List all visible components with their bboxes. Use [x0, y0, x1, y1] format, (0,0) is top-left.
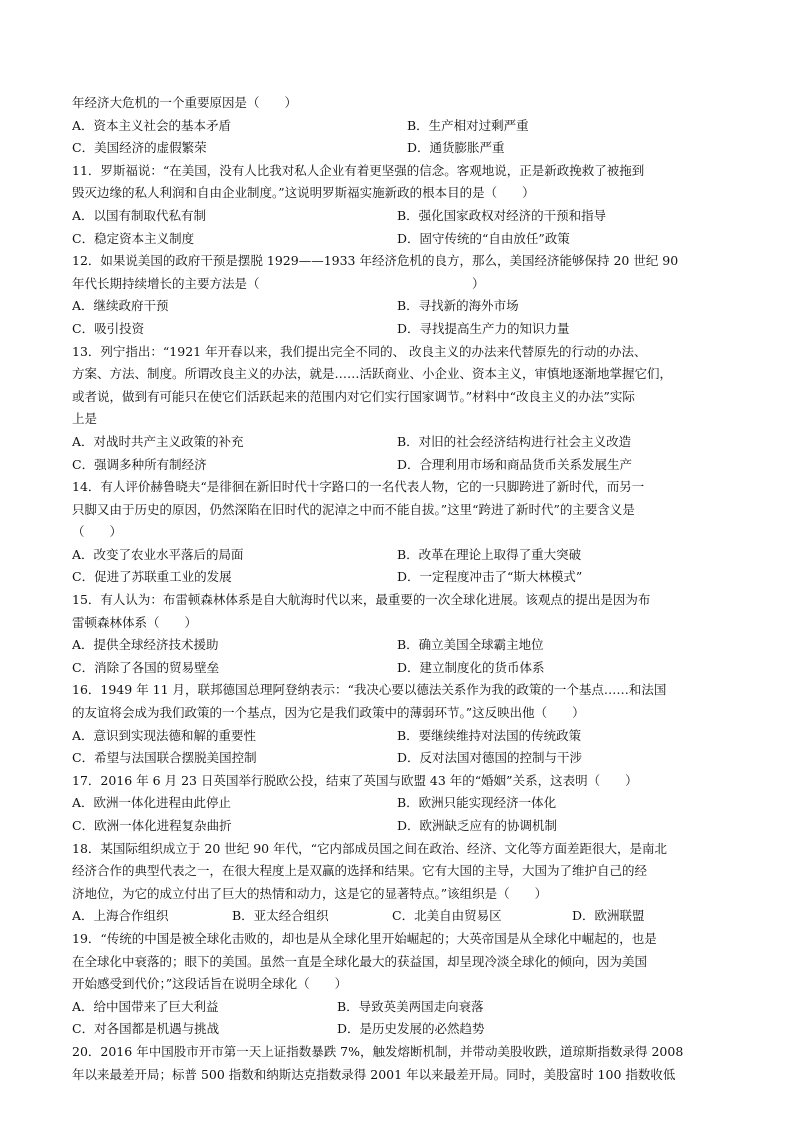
q10-option-b[interactable]: B．生产相对过剩严重	[407, 117, 529, 133]
q15-option-b[interactable]: B．确立美国全球霸主地位	[397, 637, 544, 653]
q19-options-row2	[72, 1018, 732, 1041]
q11-stem-line2: 毁灭边缘的私人利润和自由企业制度。”这说明罗斯福实施新政的根本目的是（ ）	[72, 185, 535, 201]
q19-option-b[interactable]: B．导致英美两国走向衰落	[337, 998, 484, 1014]
q13-option-d[interactable]: D．合理利用市场和商品货币关系发展生产	[397, 456, 633, 472]
q16-option-c[interactable]: C．希望与法国联合摆脱美国控制	[72, 750, 257, 766]
q13-stem-line1: 13．列宁指出：“1921 年开春以来，我们提出完全不同的、 改良主义的办法来代替原先的行动的办法、	[72, 343, 647, 359]
q19-option-a[interactable]: A．给中国带来了巨大利益	[72, 998, 219, 1014]
q18-options	[72, 905, 732, 928]
q12-options-row2	[72, 318, 732, 341]
q12-options	[72, 295, 732, 318]
q11-stem-line1: 11．罗斯福说：“在美国，没有人比我对私人企业有着更坚强的信念。客观地说，正是新政挽救了被拖到	[72, 162, 645, 178]
q16-options	[72, 725, 732, 748]
q14-stem-line3: （ ）	[72, 524, 123, 540]
q14-stem-line1: 14．有人评价赫鲁晓夫“是徘徊在新旧时代十字路口的一名代表人物，它的一只脚跨进了新时代，而另一	[72, 479, 645, 495]
q15-stem-line2: 雷顿森林体系（ ）	[72, 614, 198, 630]
q14-option-d[interactable]: D．一定程度冲击了“斯大林模式”	[397, 569, 583, 585]
q16-options-row2	[72, 747, 732, 770]
q19-options	[72, 996, 732, 1019]
q10-option-d[interactable]: D．通货膨胀严重	[407, 140, 505, 156]
q20-stem-line1: 20．2016 年中国股市开市第一天上证指数暴跌 7%，触发熔断机制，并带动美股收跌，道琼斯指数录得 2008	[72, 1043, 684, 1059]
q16-option-a[interactable]: A．意识到实现法德和解的重要性	[72, 727, 257, 743]
q16-option-b[interactable]: B．要继续维持对法国的传统政策	[397, 727, 582, 743]
q10-stem: 年经济大危机的一个重要原因是（ ）	[72, 95, 298, 110]
q10-option-c[interactable]: C．美国经济的虚假繁荣	[72, 140, 207, 156]
q11-option-a[interactable]: A．以国有制取代私有制	[72, 207, 207, 223]
q14-option-c[interactable]: C．促进了苏联重工业的发展	[72, 569, 232, 585]
q18-option-b[interactable]: B．亚太经合组织	[232, 908, 329, 924]
q14-options-row2	[72, 566, 732, 589]
q19-stem-line2: 在全球化中衰落的；眼下的美国。虽然一直是全球化最大的获益国，却呈现冷淡全球化的倾向，因为美国	[72, 953, 648, 969]
q18-option-c[interactable]: C．北美自由贸易区	[392, 908, 502, 924]
q18-stem-line3: 济地位，为它的成立付出了巨大的热情和动力，这是它的显著特点。”该组织是（ ）	[72, 885, 548, 901]
q15-options	[72, 634, 732, 657]
q17-option-d[interactable]: D．欧洲缺乏应有的协调机制	[397, 818, 558, 833]
q13-option-a[interactable]: A．对战时共产主义政策的补充	[72, 433, 244, 449]
q15-options-row2	[72, 657, 732, 680]
q16-option-d[interactable]: D．反对法国对德国的控制与干涉	[397, 750, 583, 766]
q10-option-a[interactable]: A．资本主义社会的基本矛盾	[72, 117, 232, 133]
q17-options-row2	[72, 815, 732, 838]
q16-stem-line2: 的友谊将会成为我们政策的一个基点，因为它是我们政策中的薄弱环节。”这反映出他（ ）	[72, 705, 585, 721]
q18-stem-line1: 18．某国际组织成立于 20 世纪 90 年代，“它内部成员国之间在政治、经济、文化等方面差距很大，是南北	[72, 840, 668, 856]
q12-option-d[interactable]: D．寻找提高生产力的知识力量	[397, 320, 570, 336]
q19-option-c[interactable]: C．对各国都是机遇与挑战	[72, 1021, 220, 1037]
q11-options-row2	[72, 228, 732, 251]
exam-page	[72, 92, 732, 1086]
q12-option-b[interactable]: B．寻找新的海外市场	[397, 298, 519, 314]
q15-option-a[interactable]: A．提供全球经济技术援助	[72, 637, 219, 653]
q17-options	[72, 792, 732, 815]
q13-stem-line4: 上是	[72, 411, 98, 427]
q13-options	[72, 431, 732, 454]
q17-stem-line1: 17．2016 年 6 月 23 日英国举行脱欧公投，结束了英国与欧盟 43 年的“婚姻”关系，这表明（ ）	[72, 772, 638, 788]
q10-options-row2	[72, 137, 732, 160]
q12-option-c[interactable]: C．吸引投资	[72, 320, 145, 336]
q14-options	[72, 544, 732, 567]
q12-option-a[interactable]: A．继续政府干预	[72, 298, 169, 314]
q17-option-c[interactable]: C．欧洲一体化进程复杂曲折	[72, 818, 232, 833]
q14-option-b[interactable]: B．改革在理论上取得了重大突破	[397, 546, 582, 562]
q15-stem-line1: 15．有人认为：布雷顿森林体系是自大航海时代以来，最重要的一次全球化进展。该观点的提出是因为布	[72, 592, 651, 608]
q17-option-a[interactable]: A．欧洲一体化进程由此停止	[72, 795, 232, 811]
q18-stem-line2: 经济合作的典型代表之一，在很大程度上是双赢的选择和结果。它有大国的主导，大国为了维护自己的经	[72, 863, 648, 879]
q14-option-a[interactable]: A．改变了农业水平落后的局面	[72, 546, 244, 562]
q18-option-a[interactable]: A．上海合作组织	[72, 908, 169, 924]
q15-option-c[interactable]: C．消除了各国的贸易壁垒	[72, 659, 220, 675]
q16-stem-line1: 16．1949 年 11 月，联邦德国总理阿登纳表示：“我决心要以德法关系作为我的政策的一个基点……和法国	[72, 682, 667, 698]
q13-stem-line3: 或者说，做到有可能只在使它们活跃起来的范围内对它们实行国家调节。”材料中“改良主义的办法”实际	[72, 388, 635, 404]
q11-option-c[interactable]: C．稳定资本主义制度	[72, 230, 195, 246]
q10-options	[72, 115, 732, 138]
q13-option-b[interactable]: B．对旧的社会经济结构进行社会主义改造	[397, 433, 632, 449]
q15-option-d[interactable]: D．建立制度化的货币体系	[397, 659, 545, 675]
q19-stem-line3: 开始感受到代价；”这段话旨在说明全球化（ ）	[72, 976, 348, 992]
q13-option-c[interactable]: C．强调多种所有制经济	[72, 456, 207, 472]
q17-option-b[interactable]: B．欧洲只能实现经济一体化	[397, 795, 557, 811]
q12-stem-line2: 年代长期持续增长的主要方法是（ ）	[72, 275, 485, 291]
q13-stem-line2: 方案、方法、制度。所谓改良主义的办法，就是……活跃商业、小企业、资本主义，审慎地逐渐地掌握它们，	[72, 366, 673, 382]
q18-option-d[interactable]: D．欧洲联盟	[572, 908, 645, 924]
q20-stem-line2: 年以来最差开局；标普 500 指数和纳斯达克指数录得 2001 年以来最差开局。同时，美股富时 100 指数收低	[72, 1066, 676, 1082]
q19-option-d[interactable]: D．是历史发展的必然趋势	[337, 1021, 485, 1037]
q13-options-row2	[72, 454, 732, 477]
q12-stem-line1: 12．如果说美国的政府干预是摆脱 1929——1933 年经济危机的良方，那么，美国经济能够保持 20 世纪 90	[72, 253, 679, 269]
q14-stem-line2: 只脚又由于历史的原因，仍然深陷在旧时代的泥淖之中而不能自拔。”这里“跨进了新时代”的主要含义是	[72, 501, 635, 517]
q11-option-b[interactable]: B．强化国家政权对经济的干预和指导	[397, 207, 607, 223]
q11-option-d[interactable]: D．固守传统的“自由放任”政策	[397, 230, 570, 246]
q19-stem-line1: 19．“传统的中国是被全球化击败的，却也是从全球化里开始崛起的；大英帝国是从全球化中崛起的，也是	[72, 930, 657, 946]
q11-options	[72, 205, 732, 228]
